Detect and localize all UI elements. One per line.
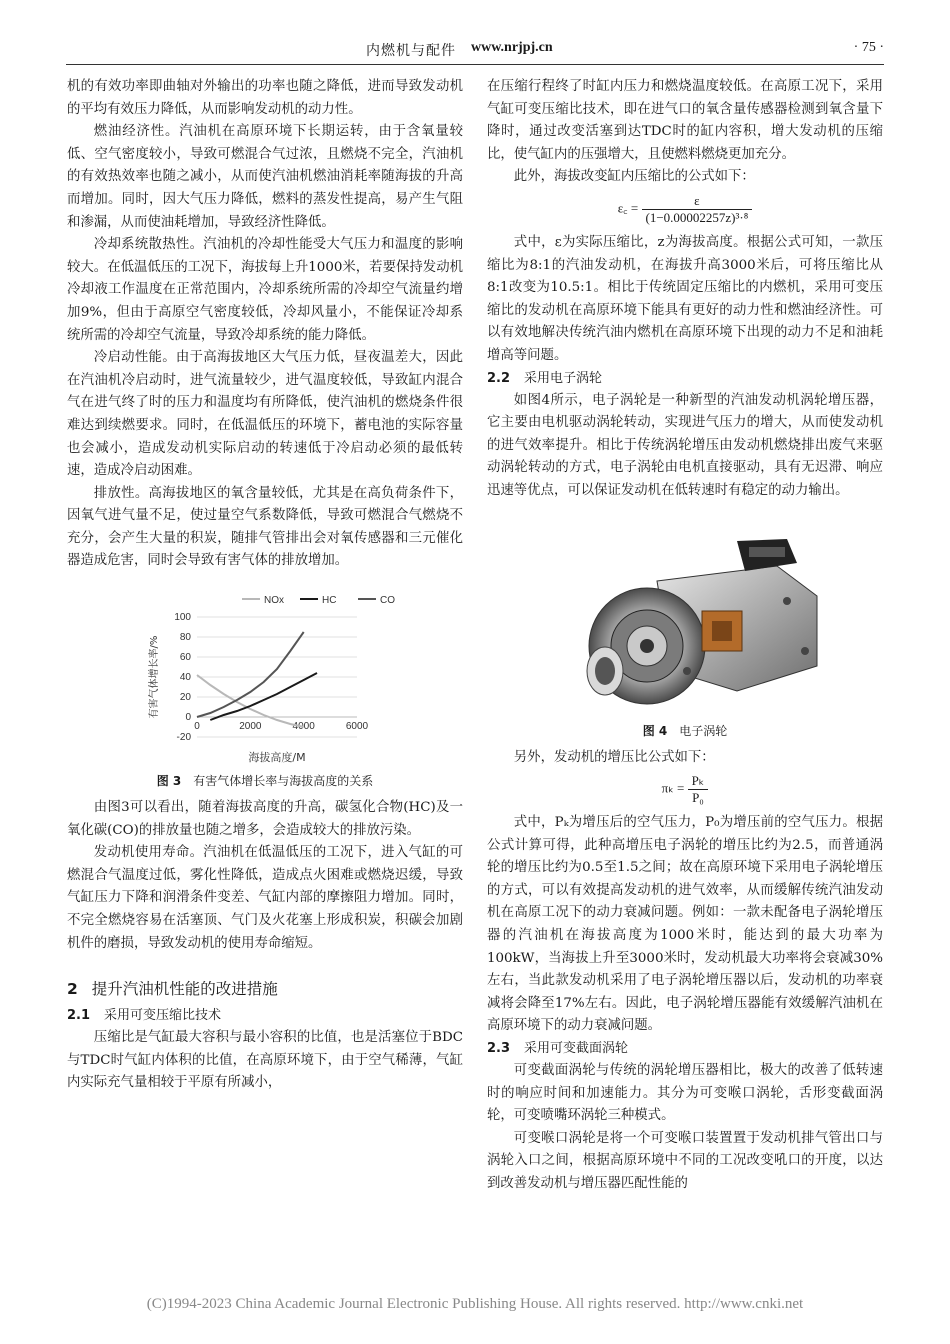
formula-compression-ratio <box>487 193 883 226</box>
formula-denominator: (1−0.00002257z)³·⁸ <box>645 209 749 225</box>
y-tick-label: 0 <box>185 712 191 724</box>
y-tick-label: 40 <box>179 672 191 684</box>
figure-number: 图 4 <box>642 723 668 738</box>
right-column <box>487 76 883 1196</box>
paragraph: 在压缩行程终了时缸内压力和燃烧温度较低。在高原工况下，采用气缸可变压缩比技术，即在进气口的氧含量传感器检测到氧含量下降时，通过改变活塞到达TDC时的缸内容积，增大发动机的压缩比，使气缸内的压强增大，且使燃料燃烧更加充分。 <box>487 79 883 162</box>
paragraph: 可变喉口涡轮是将一个可变喉口装置置于发动机排气管出口与涡轮入口之间，根据高原环境中不同的工况改变吼口的开度，以达到改善发动机与增压器匹配性能的 <box>487 1130 883 1191</box>
formula-lhs: ε꜀ = <box>617 200 639 216</box>
subsection-heading <box>67 1005 463 1027</box>
page-number: · 75 · <box>853 40 884 55</box>
y-tick-label: 60 <box>179 652 191 664</box>
legend-label: CO <box>380 595 395 607</box>
journal-url[interactable]: www.nrjpj.cn <box>471 40 553 55</box>
formula-fraction <box>688 773 709 806</box>
paragraph: 排放性。高海拔地区的氧含量较低，尤其是在高负荷条件下，因氧气进气量不足，使过量空气系数降低，导致可燃混合气燃烧不充分，会产生大量的积炭，随排气管排出会对氧传感器和三元催化器造成危害，同时会导致有害气体的排放增加。 <box>67 485 463 569</box>
left-column <box>67 76 463 1095</box>
y-tick-label: 100 <box>174 612 191 624</box>
legend-label: HC <box>322 595 337 607</box>
subsection-title: 采用可变压缩比技术 <box>104 1008 222 1024</box>
figure-3-caption <box>67 771 463 791</box>
paragraph: 式中，Pₖ为增压后的空气压力，P₀为增压前的空气压力。根据公式计算可得，此种高增压电子涡轮的增压比约为2.5，而普通涡轮的增压比约为0.5至1.5之间；故在高原环境下采用电子涡轮增压的方式，可以有效提高发动机的进气效率，从而缓解传统汽油发动机在高原工况下的动力衰减问题。例如：一款未配备电子涡轮增压器的汽油机在海拔高度为1000米时，能达到的最大功率为100kW，当海拔上升至3000米时，发动机最大功率将会衰减30%左右，当此款发动机采用了电子涡轮增压器以后，发动机的功率衰减将会降至17%左右。因此，电子涡轮增压器能有效缓解汽油机在高原环境下的动力衰减问题。 <box>487 815 883 1034</box>
paragraph: 由图3可以看出，随着海拔高度的升高，碳氢化合物(HC)及一氧化碳(CO)的排放量也随之增多，会造成较大的排放污染。 <box>67 800 463 838</box>
x-tick-label: 4000 <box>292 721 315 733</box>
subsection-heading <box>487 1038 883 1060</box>
paragraph: 冷启动性能。由于高海拔地区大气压力低，昼夜温差大，因此在汽油机冷启动时，进气流量较少，进气温度较低，导致缸内混合气在进气终了时的压力和温度均有所降低，使汽油机的燃烧条件很难达到续燃要求。同时，在低温低压的环境下，蓄电池的实际容量也会减小，造成发动机实际启动的转速低于冷启动必须的最低转速，造成冷启动困难。 <box>67 350 463 479</box>
formula-lhs: πₖ = <box>661 780 685 796</box>
paragraph: 冷却系统散热性。汽油机的冷却性能受大气压力和温度的影响较大。在低温低压的工况下，海拔每上升1000米，若要保持发动机冷却液工作温度在正常范围内，冷却系统所需的冷却空气流量约增加9%，但由于高原空气密度较低，冷却风量小，不能保证冷却系统所需的冷却空气流量，导致冷却系统的能力降低。 <box>67 237 463 343</box>
x-tick-label: 0 <box>194 721 200 733</box>
legend-label: NOx <box>264 595 284 607</box>
figure-caption-text: 电子涡轮 <box>679 723 728 738</box>
paragraph: 另外，发动机的增压比公式如下： <box>513 749 715 765</box>
figure-4-image <box>487 521 883 721</box>
emission-chart <box>67 587 463 767</box>
section-number: 2 <box>67 980 78 999</box>
formula-numerator: ε <box>642 193 753 210</box>
y-tick-label: -20 <box>176 732 191 744</box>
figure-4-caption <box>487 721 883 741</box>
copyright-footer: (C)1994-2023 China Academic Journal Electronic Publishing House. All rights reserved. http://www.cnki.net <box>146 1296 804 1312</box>
subsection-number: 2.2 <box>487 370 511 386</box>
section-title: 提升汽油机性能的改进措施 <box>91 980 278 999</box>
paragraph: 如图4所示，电子涡轮是一种新型的汽油发动机涡轮增压器，它主要由电机驱动涡轮转动，实现进气压力的增大，从而使发动机的进气效率提升。相比于传统涡轮增压由发动机燃烧排出废气来驱动涡轮转动的方式，电子涡轮由电机直接驱动，具有无迟滞、响应迅速等优点，可以保证发动机在低转速时有稳定的动力输出。 <box>487 392 883 498</box>
subsection-title: 采用可变截面涡轮 <box>524 1041 629 1057</box>
paragraph: 燃油经济性。汽油机在高原环境下长期运转，由于含氧量较低、空气密度较小，导致可燃混合气过浓，且燃烧不完全，汽油机的有效热效率也随之减小，从而使汽油机燃油消耗率随海拔的升高而增加。同时，因大气压力降低，燃料的蒸发性提高，易产生气阻和渗漏，从而使油耗增加，导致经济性降低。 <box>67 124 463 230</box>
subsection-number: 2.1 <box>67 1008 91 1024</box>
subsection-heading <box>487 368 883 390</box>
y-tick-label: 20 <box>179 692 191 704</box>
formula-fraction <box>642 193 753 226</box>
section-heading <box>67 977 463 1001</box>
series-line-co <box>197 632 304 717</box>
formula-denominator: P₀ <box>692 790 704 806</box>
paragraph: 式中，ε为实际压缩比，z为海拔高度。根据公式可知，一款压缩比为8:1的汽油发动机，在海拔升高3000米后，可将压缩比从8:1改变为10.5:1。相比于传统固定压缩比的内燃机，采用可变压缩比的发动机在高原环境下能具有更好的动力性和燃油经济性。可以有效地解决传统汽油内燃机在高原环境下出现的动力不足和油耗增高等问题。 <box>487 234 883 363</box>
figure-caption-text: 有害气体增长率与海拔高度的关系 <box>193 774 374 789</box>
subsection-number: 2.3 <box>487 1041 511 1057</box>
page-header <box>66 36 884 65</box>
journal-title: 内燃机与配件 <box>366 43 456 59</box>
figure-3 <box>67 587 463 767</box>
paragraph: 发动机使用寿命。汽油机在低温低压的工况下，进入气缸的可燃混合气温度过低，雾化性降低，造成点火困难或燃烧迟缓，导致气缸压力下降和润滑条件变差、气缸内部的摩擦阻力增加。同时，不完全燃烧容易在活塞顶、气门及火花塞上形成积炭，积碳会加剧机件的磨损，导致发动机的使用寿命缩短。 <box>67 845 463 951</box>
y-tick-label: 80 <box>179 632 191 644</box>
x-tick-label: 6000 <box>345 721 369 733</box>
paragraph: 压缩比是气缸最大容积与最小容积的比值，也是活塞位于BDC与TDC时气缸内体积的比值，在高原环境下，由于空气稀薄，气缸内实际充气量相较于平原有所减小， <box>67 1030 463 1091</box>
electric-turbo-illustration <box>487 521 883 721</box>
formula-boost-ratio <box>487 773 883 806</box>
figure-number: 图 3 <box>156 774 182 789</box>
paragraph: 可变截面涡轮与传统的涡轮增压器相比，极大的改善了低转速时的响应时间和加速能力。其分为可变喉口涡轮，舌形变截面涡轮，可变喷嘴环涡轮三种模式。 <box>487 1063 883 1124</box>
formula-numerator: Pₖ <box>688 773 709 790</box>
x-axis-label: 海拔高度/M <box>248 751 306 765</box>
paragraph: 机的有效功率即曲轴对外输出的功率也随之降低，进而导致发动机的平均有效压力降低，从而影响发动机的动力性。 <box>67 79 463 117</box>
subsection-title: 采用电子涡轮 <box>524 370 603 386</box>
paragraph: 此外，海拔改变缸内压缩比的公式如下： <box>513 169 755 185</box>
x-tick-label: 2000 <box>239 721 262 733</box>
y-axis-label: 有害气体增长率/% <box>149 635 160 719</box>
